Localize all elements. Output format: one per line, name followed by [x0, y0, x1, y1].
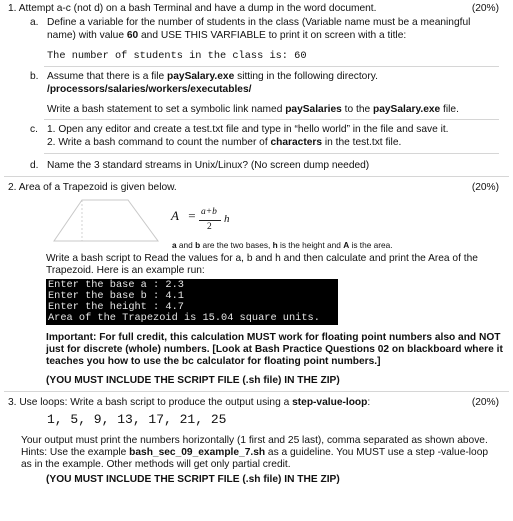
q1c-divider	[44, 153, 499, 154]
q1b-divider	[44, 119, 499, 120]
q1a-line2: name) with value 60 and USE THIS VARFIABLE to print it on screen with a title:	[47, 30, 407, 41]
q1a-divider	[44, 66, 499, 67]
q1b-line1: Assume that there is a file paySalary.exe sitting in the following directory.	[47, 71, 378, 82]
formula-equals: =	[188, 208, 196, 223]
terminal-line: Area of the Trapezoid is 15.04 square units.	[48, 312, 320, 324]
q1-title: 1. Attempt a-c (not d) on a bash Terminal and have a dump in the word document.	[8, 3, 377, 14]
q2-include-note: (YOU MUST INCLUDE THE SCRIPT FILE (.sh file) IN THE ZIP)	[46, 375, 340, 386]
example-terminal	[46, 279, 338, 325]
q1d-line: Name the 3 standard streams in Unix/Linux? (No screen dump needed)	[47, 160, 370, 171]
trapezoid-formula	[171, 208, 196, 224]
q1-points: (20%)	[471, 3, 499, 14]
q3-instructions: Your output must print the numbers horizontally (1 first and 25 last), comma separated as shown above. Hints: Use the example bash_sec_09_example_7.sh as a guideline. You MUST use a step -value-loop as in the example. Other methods will get only partial credit.	[21, 435, 489, 470]
q2-important-note: Important: For full credit, this calculation MUST work for floating point numbers also and NOT just for discrete (whole) numbers. [Look at Bash Practice Questions 02 on blackboard where it teaches you how to use the bc calculator for floating point numbers.]	[46, 332, 503, 367]
q1a-line1: Define a variable for the number of students in the class (Variable name must be a meaningful	[47, 17, 471, 28]
formula-denominator: 2	[207, 222, 212, 232]
formula-area-symbol: A	[171, 208, 179, 223]
terminal-line: Enter the base b : 4.1	[48, 290, 184, 302]
formula-height: h	[224, 213, 230, 225]
q1a-example-output: The number of students in the class is: 60	[47, 50, 307, 62]
q1b-label: b.	[30, 71, 39, 82]
q1c-line2: 2. Write a bash command to count the number of characters in the test.txt file.	[47, 137, 402, 148]
q3-points: (20%)	[471, 397, 499, 408]
q3-include-note: (YOU MUST INCLUDE THE SCRIPT FILE (.sh file) IN THE ZIP)	[46, 474, 340, 485]
q1-divider	[4, 176, 509, 177]
q1b-path: /processors/salaries/workers/executables/	[47, 84, 252, 95]
q1b-line3: Write a bash statement to set a symbolic link named paySalaries to the paySalary.exe file.	[47, 104, 459, 115]
q2-title: 2. Area of a Trapezoid is given below.	[8, 182, 177, 193]
q1a-label: a.	[30, 17, 39, 28]
terminal-line: Enter the height : 4.7	[48, 301, 184, 313]
q1c-line1: 1. Open any editor and create a test.txt file and type in “hello world” in the file and save it.	[47, 124, 449, 135]
trapezoid-diagram	[50, 197, 170, 245]
q2-points: (20%)	[471, 182, 499, 193]
q3-title: 3. Use loops: Write a bash script to produce the output using a step-value-loop:	[8, 397, 371, 408]
q2-instructions: Write a bash script to Read the values for a, b and h and then calculate and print the Area of the Trapezoid. Here is an example run:	[46, 253, 478, 276]
formula-fraction-bar	[199, 220, 221, 221]
formula-numerator: a+b	[201, 207, 217, 217]
q1d-label: d.	[30, 160, 39, 171]
q1c-label: c.	[30, 124, 38, 135]
formula-caption: a and b are the two bases, h is the height and A is the area.	[172, 240, 393, 250]
terminal-line: Enter the base a : 2.3	[48, 279, 184, 291]
q2-divider	[4, 391, 509, 392]
q3-sequence: 1, 5, 9, 13, 17, 21, 25	[47, 412, 227, 427]
